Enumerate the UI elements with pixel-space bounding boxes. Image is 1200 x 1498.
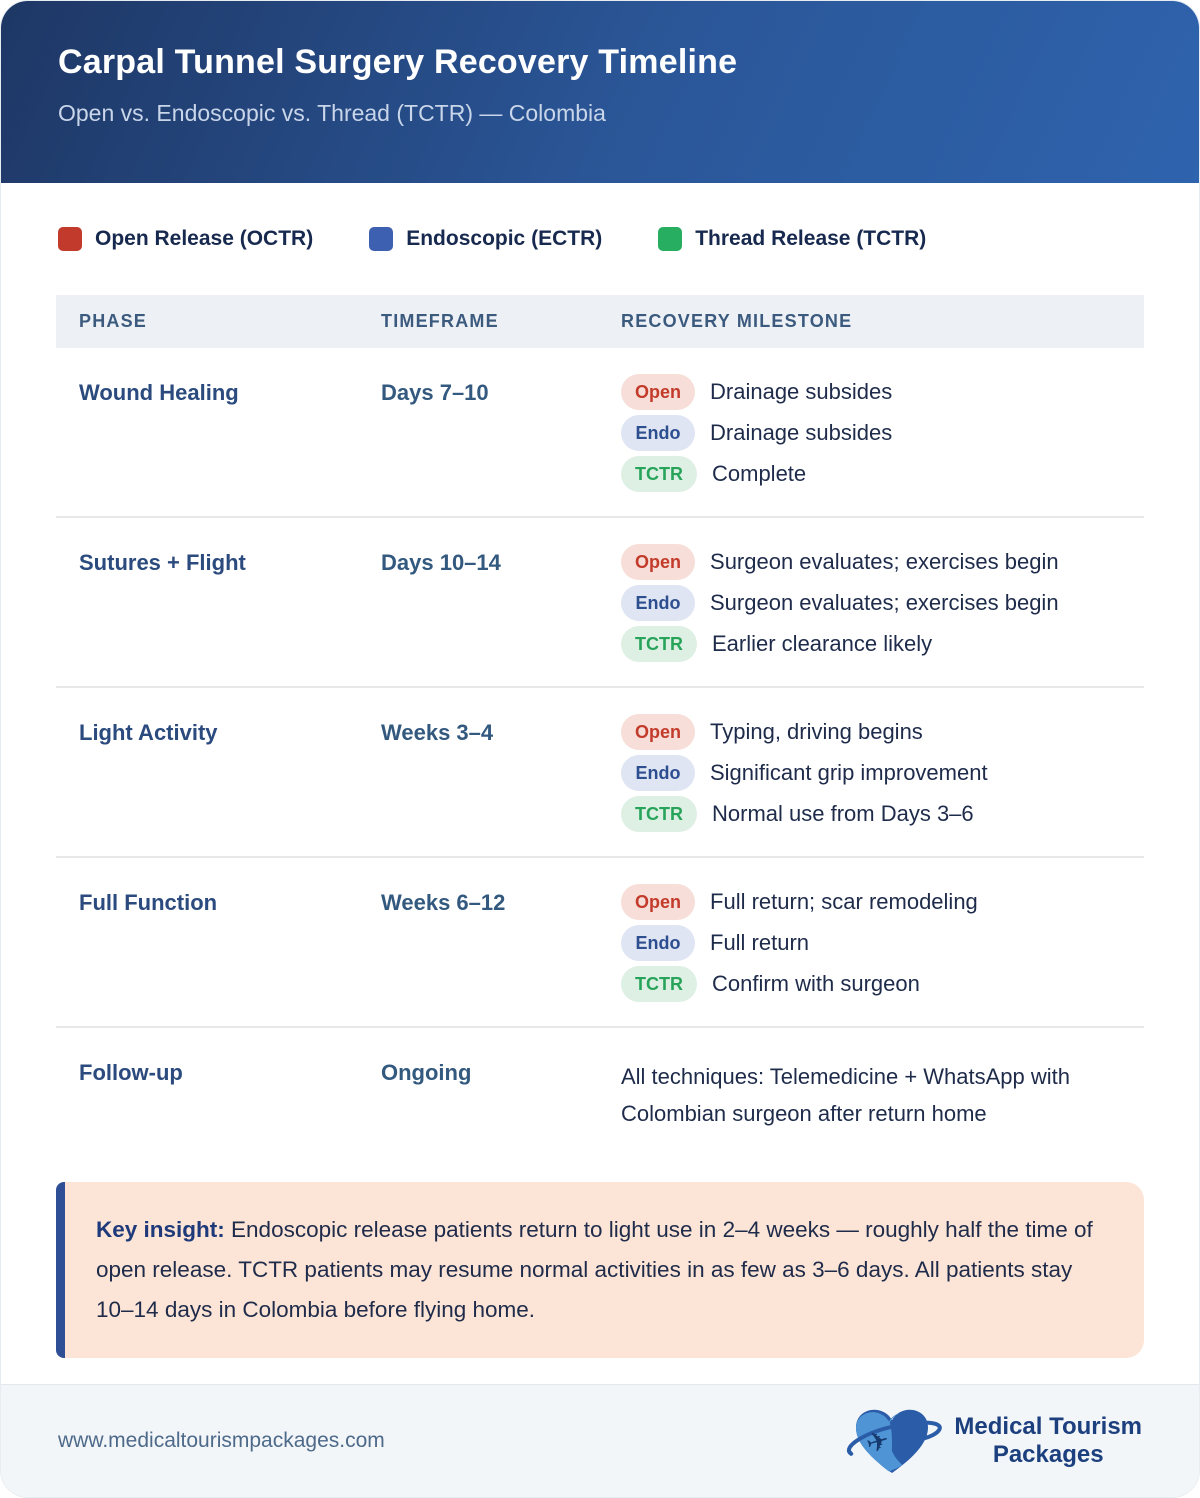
milestone-line xyxy=(621,374,1144,410)
tctr-badge: TCTR xyxy=(621,626,697,662)
milestone-text: Surgeon evaluates; exercises begin xyxy=(710,590,1059,615)
endo-badge: Endo xyxy=(621,585,695,621)
milestone-line xyxy=(621,796,1144,832)
milestone-note: All techniques: Telemedicine + WhatsApp with Colombian surgeon after return home xyxy=(621,1064,1071,1126)
timeframe-cell: Ongoing xyxy=(381,1060,472,1085)
endo-badge: Endo xyxy=(621,755,695,791)
milestone-cell xyxy=(621,544,1144,662)
timeframe-cell: Days 10–14 xyxy=(381,550,501,575)
phase-cell: Follow-up xyxy=(79,1060,183,1085)
phase-cell: Full Function xyxy=(79,890,218,915)
key-insight-body: Endoscopic release patients return to light use in 2–4 weeks — roughly half the time of open release. TCTR patients may resume normal activities in as few as 3–6 days. All patients stay 10–14 days in Colombia before flying home. xyxy=(96,1217,1093,1322)
endo-badge: Endo xyxy=(621,415,695,451)
milestone-text: Earlier clearance likely xyxy=(712,631,933,656)
tctr-badge: TCTR xyxy=(621,456,697,492)
milestone-text: Confirm with surgeon xyxy=(712,971,920,996)
milestone-text: Surgeon evaluates; exercises begin xyxy=(710,549,1059,574)
footer xyxy=(1,1384,1199,1497)
milestone-text: Normal use from Days 3–6 xyxy=(712,801,974,826)
legend-label: Endoscopic (ECTR) xyxy=(406,227,603,250)
phase-cell: Sutures + Flight xyxy=(79,550,246,575)
phase-cell: Light Activity xyxy=(79,720,218,745)
milestone-line xyxy=(621,456,1144,492)
milestone-text: Drainage subsides xyxy=(710,420,893,445)
endo-swatch-icon xyxy=(369,227,393,251)
milestone-text: Full return; scar remodeling xyxy=(710,889,978,914)
milestone-text: Complete xyxy=(712,461,807,486)
legend-item-open xyxy=(58,227,313,251)
table-row xyxy=(56,348,1144,516)
table-row xyxy=(56,516,1144,686)
milestone-line xyxy=(621,925,1144,961)
column-header-milestone: RECOVERY MILESTONE xyxy=(621,311,853,331)
table-row xyxy=(56,856,1144,1026)
open-badge: Open xyxy=(621,884,695,920)
timeframe-cell: Weeks 6–12 xyxy=(381,890,506,915)
milestone-line xyxy=(621,626,1144,662)
page-subtitle: Open vs. Endoscopic vs. Thread (TCTR) — Colombia xyxy=(58,100,606,126)
brand-name-line2: Packages xyxy=(992,1441,1104,1468)
milestone-text: Drainage subsides xyxy=(710,379,893,404)
milestone-cell xyxy=(621,714,1144,832)
brand-logo-text xyxy=(954,1413,1142,1469)
milestone-text: Significant grip improvement xyxy=(710,760,988,785)
key-insight-text xyxy=(96,1210,1102,1330)
key-insight-label: Key insight: xyxy=(96,1217,225,1242)
milestone-line xyxy=(621,585,1144,621)
milestone-line xyxy=(621,544,1144,580)
svg-text:✈: ✈ xyxy=(863,1424,894,1461)
column-header-timeframe: TIMEFRAME xyxy=(381,311,499,331)
brand-name-line1: Medical Tourism xyxy=(954,1413,1142,1440)
brand-logo xyxy=(840,1401,1142,1481)
tctr-badge: TCTR xyxy=(621,966,697,1002)
open-badge: Open xyxy=(621,544,695,580)
key-insight-box xyxy=(56,1182,1144,1358)
timeframe-cell: Days 7–10 xyxy=(381,380,489,405)
tctr-badge: TCTR xyxy=(621,796,697,832)
open-swatch-icon xyxy=(58,227,82,251)
recovery-table xyxy=(56,295,1144,1156)
table-row xyxy=(56,686,1144,856)
website-url: www.medicaltourismpackages.com xyxy=(58,1429,385,1452)
legend xyxy=(1,227,1199,251)
milestone-line xyxy=(621,755,1144,791)
legend-label: Thread Release (TCTR) xyxy=(695,227,927,250)
milestone-line xyxy=(621,415,1144,451)
header xyxy=(1,1,1199,183)
open-badge: Open xyxy=(621,714,695,750)
milestone-cell xyxy=(621,884,1144,1002)
tctr-swatch-icon xyxy=(658,227,682,251)
timeframe-cell: Weeks 3–4 xyxy=(381,720,494,745)
table-header-row xyxy=(56,295,1144,348)
table-row xyxy=(56,1026,1144,1156)
legend-item-tctr xyxy=(658,227,926,251)
milestone-line xyxy=(621,966,1144,1002)
column-header-phase: PHASE xyxy=(79,311,148,331)
milestone-line xyxy=(621,884,1144,920)
legend-label: Open Release (OCTR) xyxy=(95,227,314,250)
open-badge: Open xyxy=(621,374,695,410)
milestone-cell xyxy=(621,374,1144,492)
endo-badge: Endo xyxy=(621,925,695,961)
heart-plane-orbit-icon xyxy=(840,1401,944,1481)
page-title: Carpal Tunnel Surgery Recovery Timeline xyxy=(58,43,738,81)
milestone-text: Typing, driving begins xyxy=(710,719,923,744)
phase-cell: Wound Healing xyxy=(79,380,239,405)
milestone-line xyxy=(621,714,1144,750)
legend-item-endo xyxy=(369,227,602,251)
milestone-text: Full return xyxy=(710,930,810,955)
